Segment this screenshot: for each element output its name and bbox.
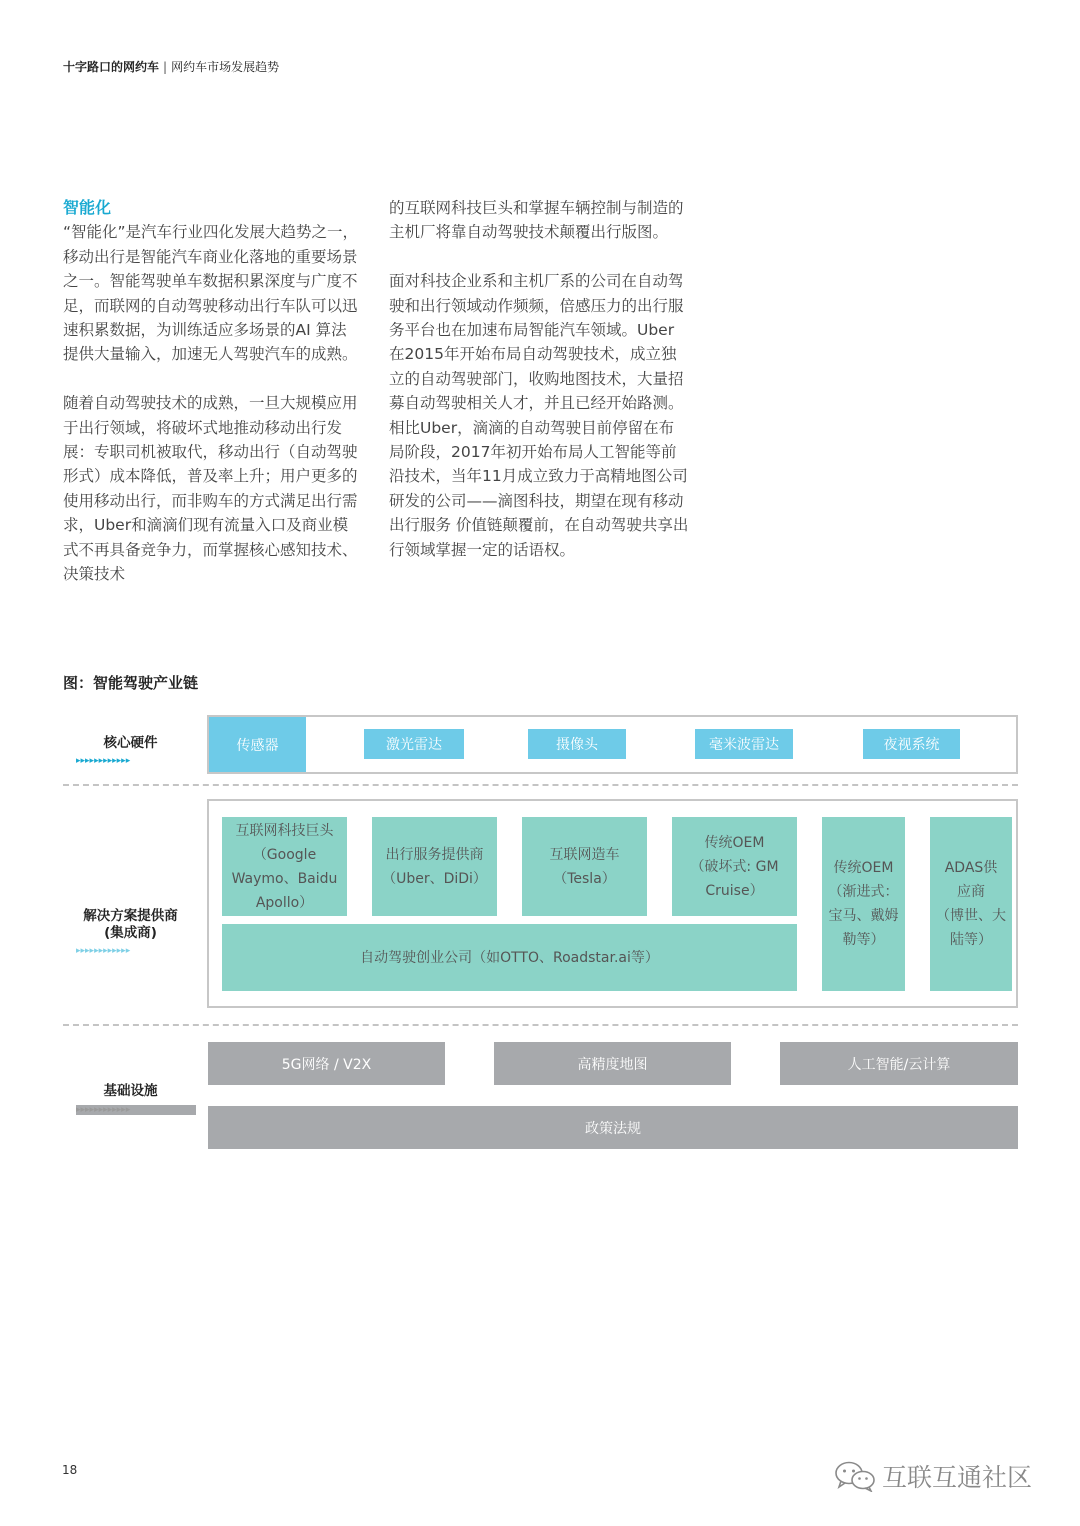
internet-giants-box [222,817,347,916]
watermark [834,1458,1032,1494]
mobility-providers-box [372,817,497,916]
watermark-text: 互联互通社区 [882,1463,1033,1492]
arrow-row-infra: ▸▸▸▸▸▸▸▸▸▸▸▸ [76,1105,196,1115]
box-line: 陆等） [950,932,992,948]
box-line: Apollo） [255,894,314,911]
article-column-2 [389,196,689,562]
ai-cloud-box: 人工智能/云计算 [780,1042,1018,1085]
box-line: ADAS供 [944,860,998,876]
camera-tag: 摄像头 [528,729,626,759]
header-subtitle: 网约车市场发展趋势 [171,60,280,74]
running-header [63,58,279,75]
wechat-logo-icon [834,1460,876,1492]
box-line: 出行服务提供商 [385,846,484,863]
core-hardware-label: 核心硬件 [103,735,158,751]
solutions-label [63,908,198,942]
solutions-label-line1: 解决方案提供商 [83,908,178,924]
sensor-header: 传感器 [209,717,306,772]
av-startup-box: 自动驾驶创业公司（如OTTO、Roadstar.ai等） [222,924,797,991]
article-column-1 [63,196,359,586]
solutions-label-line2: (集成商) [104,925,157,941]
box-line: （博世、大 [936,908,1006,924]
box-line: Cruise） [705,882,764,899]
box-line: （Uber、DiDi） [382,870,487,887]
lidar-tag: 激光雷达 [364,729,464,759]
box-line: 互联网科技巨头 [235,822,334,839]
box-line: 宝马、戴姆 [828,908,899,924]
arrow-row-core: ▸▸▸▸▸▸▸▸▸▸▸▸ [76,756,131,766]
paragraph: 面对科技企业系和主机厂系的公司在自动驾驶和出行领域动作频频，倍感压力的出行服务平台也在加速布局智能汽车领域。Uber在2015年开始布局自动驾驶技术，成立独立的自动驾驶部门，收购地图技术，大量招募自动驾驶相关人才，并且已经开始路测。相比Uber，滴滴的自动驾驶目前停留在布局阶段，2017年初开始布局人工智能等前沿技术，当年11月成立致力于高精地图公司研发的公司——滴图科技，期望在现有移动出行服务 价值链颠覆前，在自动驾驶共享出行领域掌握一定的话语权。 [389,272,689,559]
incremental-oem-box [822,817,905,991]
header-separator: | [163,60,168,74]
5g-v2x-box: 5G网络 / V2X [208,1042,445,1085]
adas-supplier-box [930,817,1012,991]
box-line: 互联网造车 [549,846,620,863]
box-line: 传统OEM [704,834,765,851]
box-line: 勒等） [842,932,885,948]
box-line: （Google [252,846,317,863]
divider [63,784,1018,786]
box-line: 应商 [957,884,985,900]
paragraph: 随着自动驾驶技术的成熟，一旦大规模应用于出行领域，将破坏式地推动移动出行发展：专职司机被取代，移动出行（自动驾驶形式）成本降低，普及率上升；用户更多的使用移动出行，而非购车的方式满足出行需求，Uber和滴滴们现有流量入口及商业模式不再具备竞争力，而掌握核心感知技术、决策技术 [63,394,358,584]
arrow-row-solutions: ▸▸▸▸▸▸▸▸▸▸▸▸ [76,946,131,956]
box-line: 传统OEM [833,860,894,876]
box-line: （破坏式: GM [690,858,779,875]
divider [63,1024,1018,1026]
hd-map-box: 高精度地图 [494,1042,731,1085]
policy-box: 政策法规 [208,1106,1018,1149]
section-title: 智能化 [63,198,112,217]
night-vision-tag: 夜视系统 [863,729,960,759]
box-line: （Tesla） [553,870,616,887]
figure-title: 图：智能驾驶产业链 [63,674,199,692]
paragraph: “智能化”是汽车行业四化发展大趋势之一，移动出行是智能汽车商业化落地的重要场景之一。智能驾驶单车数据积累深度与广度不足，而联网的自动驾驶移动出行车队可以迅速积累数据，为训练适应多场景的AI 算法提供大量输入，加速无人驾驶汽车的成熟。 [63,223,359,364]
infrastructure-label: 基础设施 [103,1083,158,1099]
mmwave-radar-tag: 毫米波雷达 [695,729,793,759]
header-title: 十字路口的网约车 [63,60,160,74]
box-line: （渐进式： [828,884,899,900]
box-line: Waymo、Baidu [231,870,338,887]
page-number: 18 [62,1463,78,1477]
paragraph: 的互联网科技巨头和掌握车辆控制与制造的主机厂将靠自动驾驶技术颠覆出行版图。 [389,199,684,242]
internet-carmaker-box [522,817,647,916]
disruptive-oem-box [672,817,797,916]
